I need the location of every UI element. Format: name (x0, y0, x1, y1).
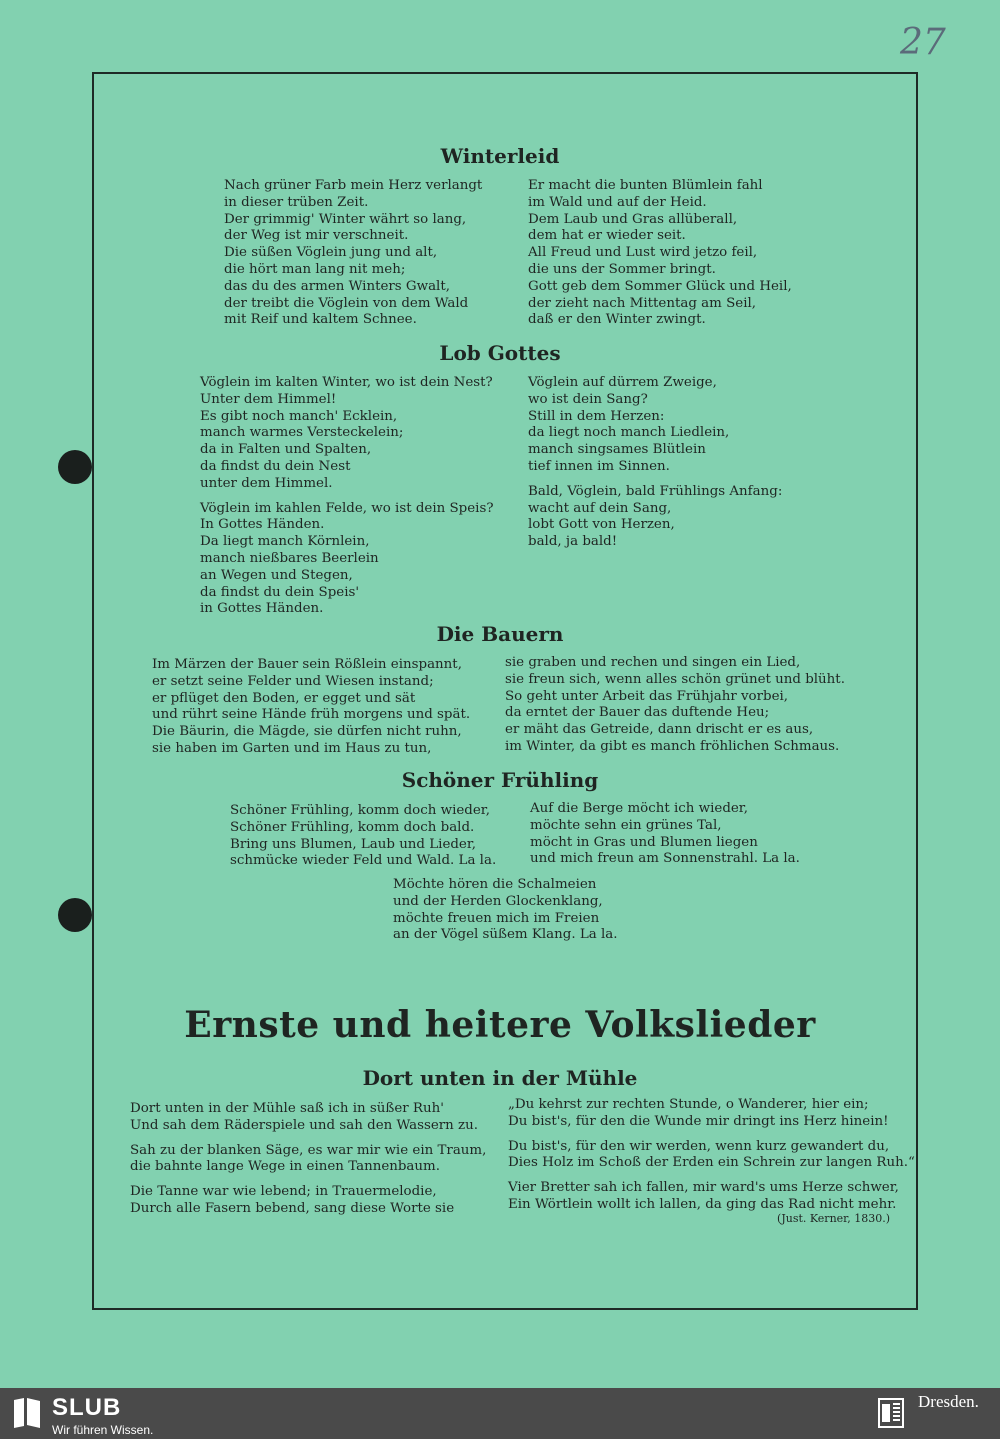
verse-line: Schöner Frühling, komm doch bald. (230, 819, 475, 835)
verse-line: der Weg ist mir verschneit. (224, 228, 409, 244)
verse-line: Im Märzen der Bauer sein Rößlein einspannt, (152, 657, 462, 672)
verse-line: möcht in Gras und Blumen liegen (530, 834, 758, 850)
section-title-fruehling: Schöner Frühling (401, 768, 599, 792)
verse-line: Die süßen Vöglein jung und alt, (224, 245, 438, 261)
library-logo-text: SLUB (52, 1394, 122, 1421)
verse-line: möchte sehn ein grünes Tal, (530, 817, 722, 833)
verse-line: lobt Gott von Herzen, (528, 517, 675, 533)
verse-line: er setzt seine Felder und Wiesen instand; (152, 673, 434, 689)
library-tagline: Wir führen Wissen. (52, 1423, 154, 1437)
verse-line: unter dem Himmel. (200, 475, 333, 491)
verse-line: da in Falten und Spalten, (200, 442, 372, 458)
verse-line: in Gottes Händen. (200, 601, 324, 617)
verse-line: der zieht nach Mittentag am Seil, (528, 295, 757, 311)
verse-line: manch warmes Versteckelein; (200, 425, 404, 441)
verse-line: bald, ja bald! (528, 534, 618, 550)
verse-line: manch singsames Blütlein (528, 442, 706, 458)
verse-line: Du bist's, für den die Wunde mir dringt ins Herz hinein! (508, 1113, 889, 1129)
verse-line: Ein Wörtlein wollt ich lallen, da ging das Rad nicht mehr. (508, 1196, 897, 1212)
verse-line: Möchte hören die Schalmeien (393, 877, 597, 892)
verse-line: Da liegt manch Körnlein, (200, 534, 370, 550)
fruehling-right-stanza (530, 801, 800, 868)
verse-line: Still in dem Herzen: (528, 408, 665, 424)
verse-line: In Gottes Händen. (200, 517, 325, 533)
verse-line: Vier Bretter sah ich fallen, mir ward's ums Herze schwer, (508, 1180, 899, 1196)
verse-line: Und sah dem Räderspiele und sah den Wassern zu. (130, 1117, 478, 1133)
verse-line: im Winter, da gibt es manch fröhlichen Schmaus. (505, 738, 840, 754)
verse-line: der treibt die Vöglein von dem Wald (224, 295, 469, 311)
verse-line: Durch alle Fasern bebend, sang diese Worte sie (130, 1200, 455, 1216)
verse-line: Gott geb dem Sommer Glück und Heil, (528, 278, 792, 294)
section-title-muehle: Dort unten in der Mühle (362, 1066, 638, 1090)
verse-line: Bring uns Blumen, Laub und Lieder, (230, 836, 477, 852)
verse-line: die hört man lang nit meh; (224, 261, 406, 277)
verse-line: die bahnte lange Wege in einen Tannenbaum. (130, 1159, 440, 1175)
verse-line: Die Bäurin, die Mägde, sie dürfen nicht ruhn, (152, 724, 462, 740)
verse-line: Vöglein im kalten Winter, wo ist dein Nest? (200, 375, 493, 390)
verse-line: So geht unter Arbeit das Frühjahr vorbei, (505, 688, 789, 704)
verse-line: All Freud und Lust wird jetzo feil, (528, 245, 758, 261)
verse-line: da findst du dein Nest (200, 458, 351, 474)
verse-line: Vöglein auf dürrem Zweige, (528, 375, 717, 390)
verse-line: Sah zu der blanken Säge, es war mir wie ein Traum, (130, 1142, 487, 1158)
verse-line: Es gibt noch manch' Ecklein, (200, 408, 398, 424)
muehle-right-stanzas (508, 1097, 915, 1214)
city-crest-icon (876, 1396, 906, 1430)
verse-line: sie haben im Garten und im Haus zu tun, (152, 740, 432, 756)
verse-line: da liegt noch manch Liedlein, (528, 425, 730, 441)
verse-line: wo ist dein Sang? (528, 391, 648, 407)
punch-hole-bottom (58, 898, 92, 932)
city-logo-text: Dresden. (918, 1392, 979, 1411)
verse-line: im Wald und auf der Heid. (528, 194, 707, 210)
verse-line: Die Tanne war wie lebend; in Trauermelodie, (130, 1184, 437, 1200)
verse-line: Vöglein im kahlen Felde, wo ist dein Speis? (200, 500, 494, 516)
verse-line: und rührt seine Hände früh morgens und spät. (152, 707, 471, 723)
verse-line: schmücke wieder Feld und Wald. La la. (230, 853, 497, 869)
verse-line: Dort unten in der Mühle saß ich in süßer Ruh' (130, 1101, 444, 1116)
verse-line: Schöner Frühling, komm doch wieder, (230, 803, 490, 818)
author-credit: (Just. Kerner, 1830.) (777, 1212, 890, 1225)
verse-line: Unter dem Himmel! (200, 391, 337, 407)
lob-gottes-right-stanzas (528, 375, 782, 551)
verse-line: Bald, Vöglein, bald Frühlings Anfang: (528, 483, 783, 499)
verse-line: „Du kehrst zur rechten Stunde, o Wanderer, hier ein; (508, 1097, 869, 1112)
verse-line: Auf die Berge möcht ich wieder, (530, 801, 748, 816)
verse-line: er mäht das Getreide, dann drischt er es aus, (505, 722, 814, 738)
verse-line: da findst du dein Speis' (200, 584, 360, 600)
main-heading: Ernste und heitere Volkslieder (184, 1004, 816, 1046)
section-title-bauern: Die Bauern (436, 622, 564, 646)
bauern-right-stanza (505, 655, 845, 756)
verse-line: Der grimmig' Winter währt so lang, (224, 211, 467, 227)
bauern-left-stanza (152, 657, 470, 758)
verse-line: an Wegen und Stegen, (200, 567, 353, 583)
punch-hole-top (58, 450, 92, 484)
verse-line: möchte freuen mich im Freien (393, 910, 600, 926)
verse-line: da erntet der Bauer das duftende Heu; (505, 705, 770, 721)
verse-line: tief innen im Sinnen. (528, 458, 670, 474)
winterleid-right-stanza (528, 178, 792, 329)
verse-line: und mich freun am Sonnenstrahl. La la. (530, 851, 800, 867)
verse-line: sie freun sich, wenn alles schön grünet und blüht. (505, 671, 845, 687)
verse-line: in dieser trüben Zeit. (224, 194, 369, 210)
verse-line: Dem Laub und Gras allüberall, (528, 211, 738, 227)
fruehling-left-stanza (230, 803, 496, 870)
verse-line: daß er den Winter zwingt. (528, 312, 706, 328)
verse-line: sie graben und rechen und singen ein Lied, (505, 655, 801, 670)
footer-bar (0, 1388, 1000, 1439)
lob-gottes-left-stanzas (200, 375, 494, 618)
winterleid-left-stanza (224, 178, 482, 329)
verse-line: er pflüget den Boden, er egget und sät (152, 690, 416, 706)
page-number: 27 (900, 22, 946, 63)
verse-line: an der Vögel süßem Klang. La la. (393, 927, 618, 943)
verse-line: dem hat er wieder seit. (528, 228, 686, 244)
verse-line: wacht auf dein Sang, (528, 500, 672, 516)
verse-line: und der Herden Glockenklang, (393, 893, 603, 909)
section-title-lob-gottes: Lob Gottes (439, 341, 561, 365)
verse-line: mit Reif und kaltem Schnee. (224, 312, 417, 328)
fruehling-center-stanza (393, 877, 618, 944)
verse-line: Nach grüner Farb mein Herz verlangt (224, 178, 483, 193)
book-icon (12, 1396, 42, 1430)
verse-line: Du bist's, für den wir werden, wenn kurz gewandert du, (508, 1138, 890, 1154)
verse-line: manch nießbares Beerlein (200, 550, 379, 566)
verse-line: Dies Holz im Schoß der Erden ein Schrein zur langen Ruh.“ (508, 1155, 915, 1171)
section-title-winterleid: Winterleid (440, 144, 560, 168)
verse-line: Er macht die bunten Blümlein fahl (528, 178, 763, 193)
muehle-left-stanzas (130, 1101, 486, 1218)
verse-line: die uns der Sommer bringt. (528, 261, 716, 277)
verse-line: das du des armen Winters Gwalt, (224, 278, 450, 294)
